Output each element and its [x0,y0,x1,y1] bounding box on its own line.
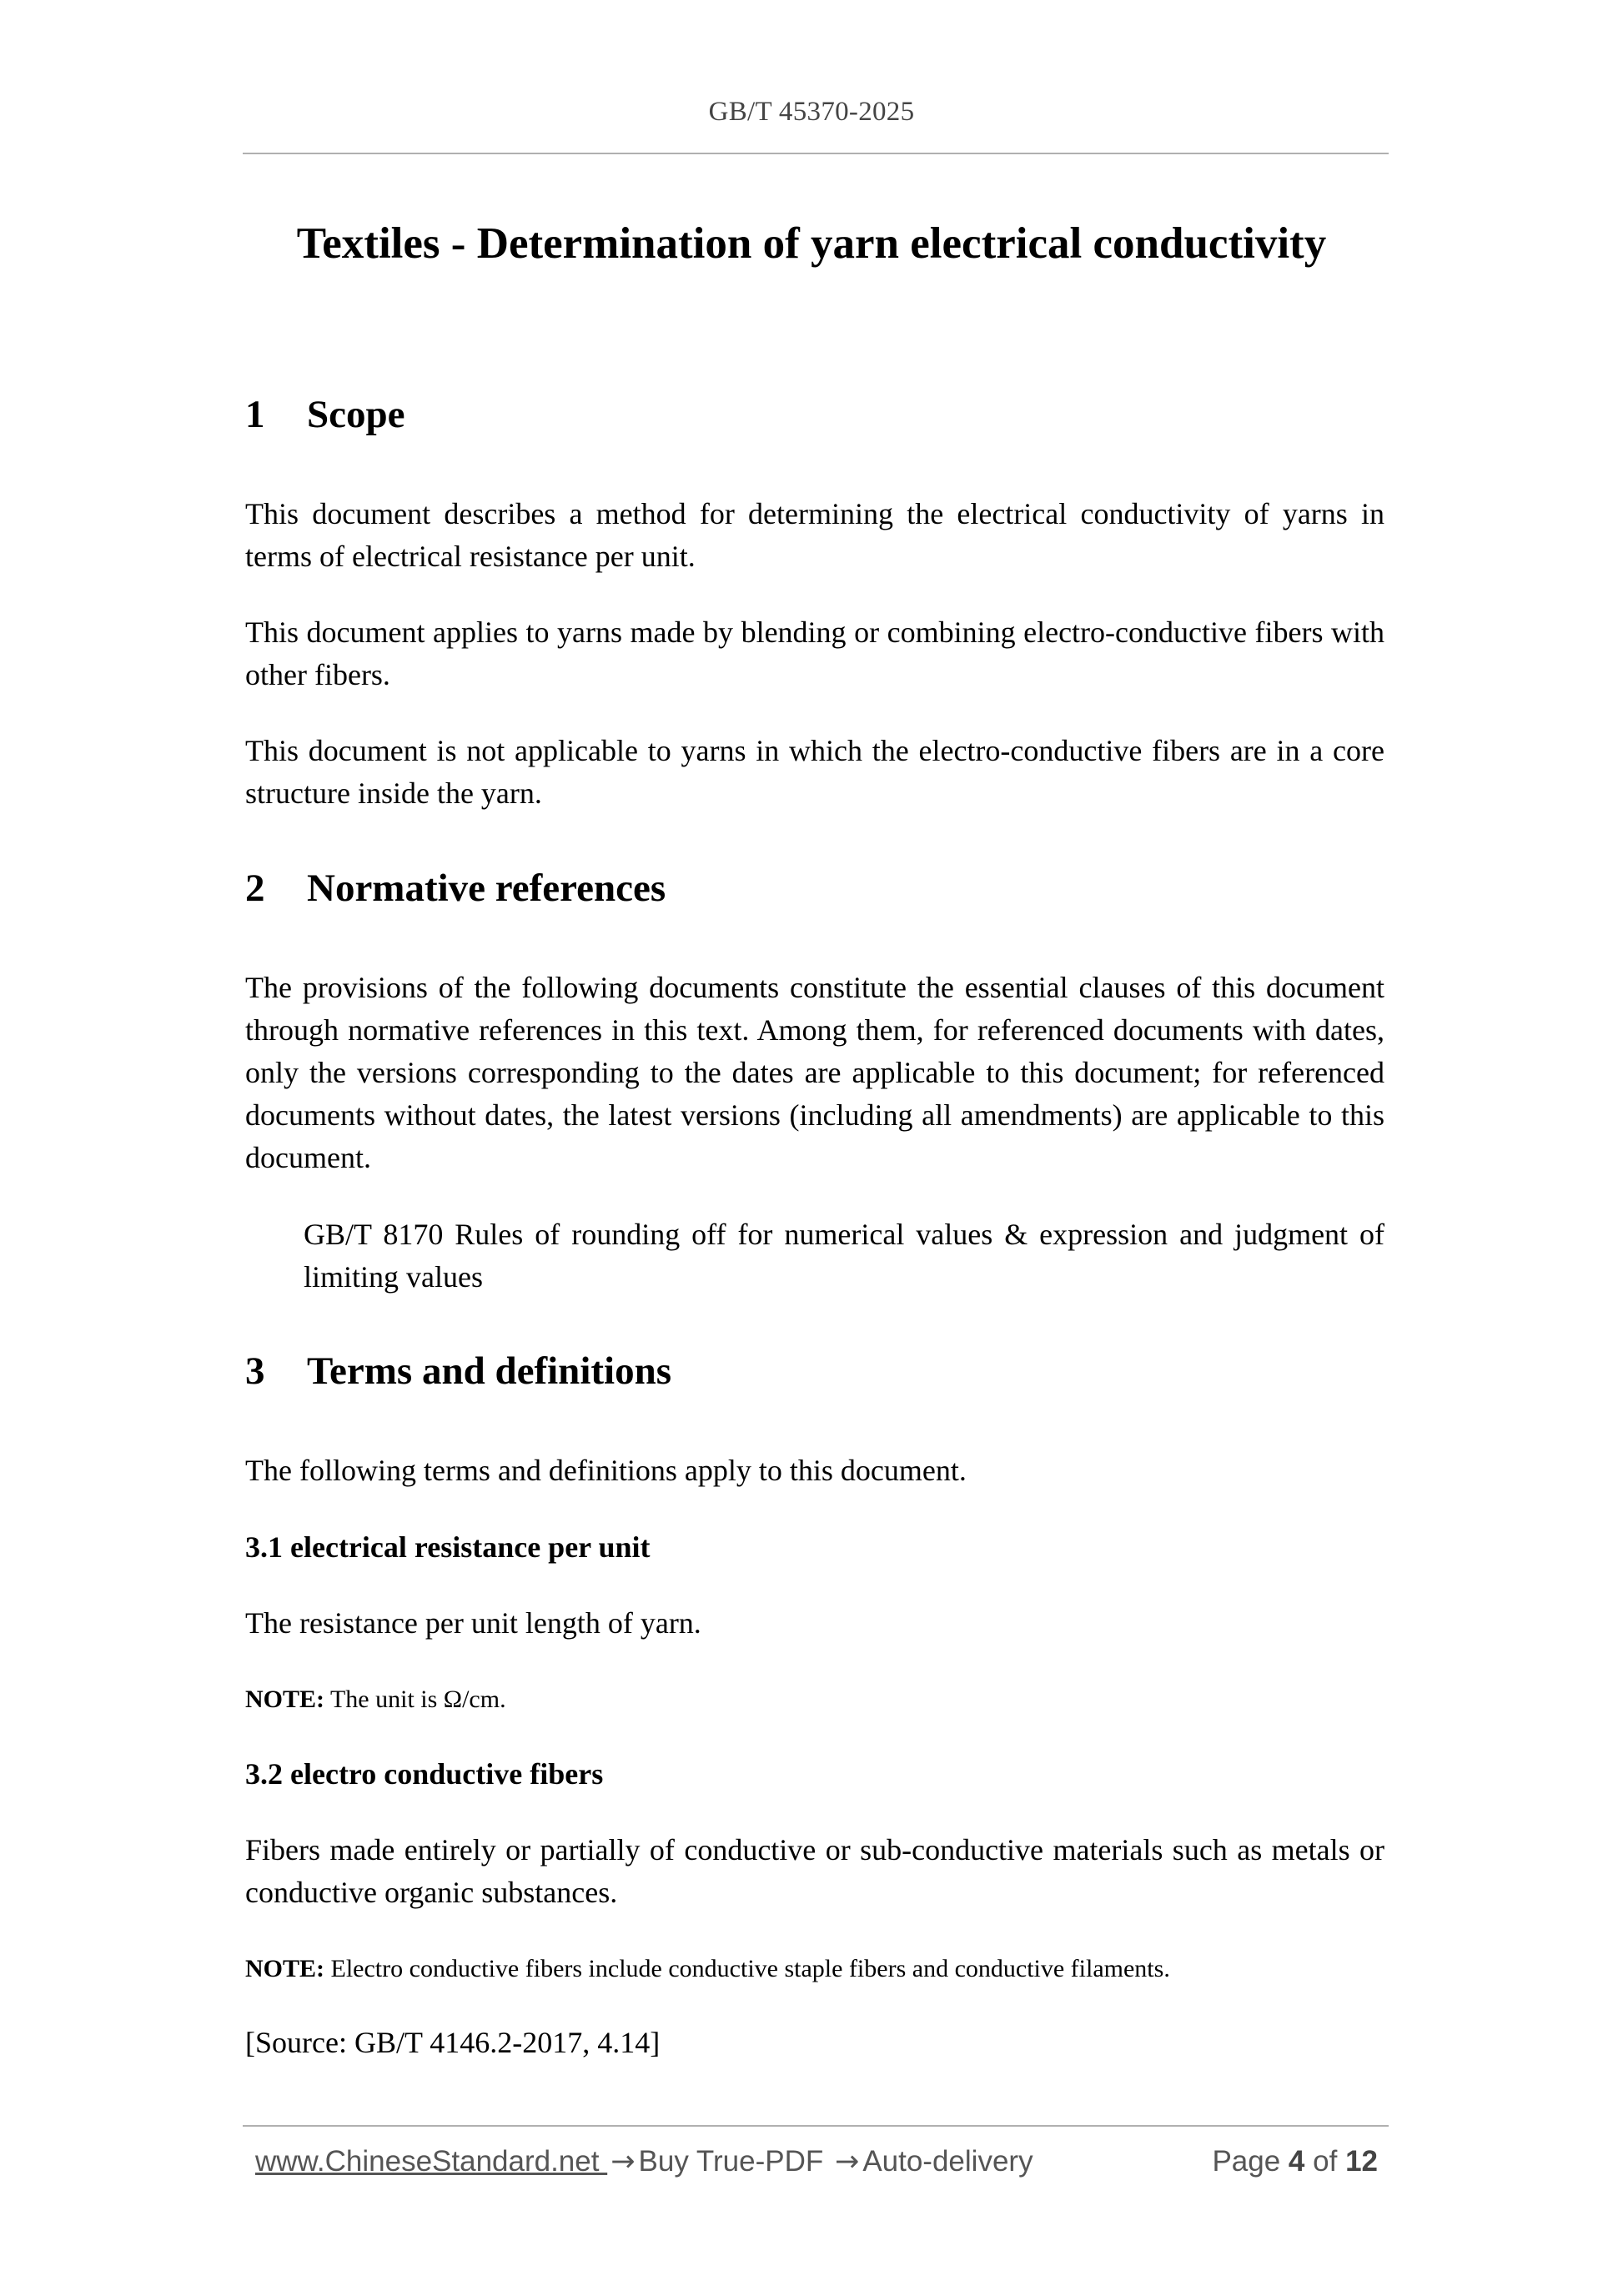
scope-paragraph-3 [245,730,1384,815]
header-doc-code: GB/T 45370-2025 [708,97,915,127]
paragraph: The following terms and definitions apply to this document. [245,1454,967,1487]
section-title: Normative references [307,867,666,910]
term-3-1-definition [245,1602,1384,1645]
footer [255,2145,1378,2178]
section-title: Terms and definitions [307,1349,672,1393]
header-divider [243,153,1389,154]
paragraph: The provisions of the following documents constitute the essential clauses of this document through normative references in this text. Among them, for referenced documents with dates, only the versions corresponding to the dates are applicable to this document; for referenced documents without dates, the latest versions (including all amendments) are applicable to this document. [245,971,1384,1174]
scope-paragraph-1 [245,493,1384,578]
page-of: of [1313,2145,1338,2178]
section-number: 1 [245,393,265,436]
term-3-1-heading: 3.1 electrical resistance per unit [245,1530,651,1564]
note-text: The unit is Ω/cm. [329,1686,506,1713]
note-label: NOTE: [245,1955,325,1982]
normative-references-paragraph [245,967,1384,1179]
document-title: Textiles - Determination of yarn electrical conductivity [296,219,1327,268]
term-3-2-note [245,1951,1384,1987]
page-indicator [1212,2145,1378,2178]
paragraph: This document describes a method for determining the electrical conductivity of yarns in terms of electrical resistance per unit. [245,497,1384,573]
section-2-heading [245,866,666,911]
footer-divider [243,2125,1389,2127]
page-total: 12 [1345,2145,1378,2178]
buy-text: Buy True-PDF [638,2145,824,2178]
paragraph: The resistance per unit length of yarn. [245,1606,701,1640]
page-current: 4 [1288,2145,1305,2178]
note-text: Electro conductive fibers include conductive staple fibers and conductive filaments. [330,1955,1170,1982]
term-3-2-definition [245,1829,1384,1914]
paragraph: This document applies to yarns made by blending or combining electro-conductive fibers with other fibers. [245,615,1384,691]
section-3-heading [245,1349,671,1394]
section-number: 3 [245,1349,265,1393]
term-3-1-note [245,1681,1384,1718]
terms-intro [245,1449,1384,1492]
paragraph: This document is not applicable to yarns in which the electro-conductive fibers are in a core structure inside the yarn. [245,734,1384,810]
term-3-2-heading: 3.2 electro conductive fibers [245,1757,604,1791]
arrow-right-icon: → [834,2145,860,2178]
note-label: NOTE: [245,1686,325,1713]
paragraph: Fibers made entirely or partially of conductive or sub-conductive materials such as metals or conductive organic substances. [245,1833,1384,1909]
scope-paragraph-2 [245,611,1384,696]
page-label: Page [1212,2145,1281,2178]
section-title: Scope [307,393,405,436]
site-link[interactable]: www.ChineseStandard.net [255,2145,608,2178]
section-number: 2 [245,867,265,910]
term-3-2-source [245,2022,1384,2064]
arrow-right-icon: → [611,2145,636,2178]
reference-item [245,1213,1384,1299]
reference-text: GB/T 8170 Rules of rounding off for numerical values & expression and judgment of limiting values [304,1218,1384,1294]
source-citation: [Source: GB/T 4146.2-2017, 4.14] [245,2026,661,2059]
delivery-text: Auto-delivery [862,2145,1033,2178]
section-1-heading [245,392,405,437]
